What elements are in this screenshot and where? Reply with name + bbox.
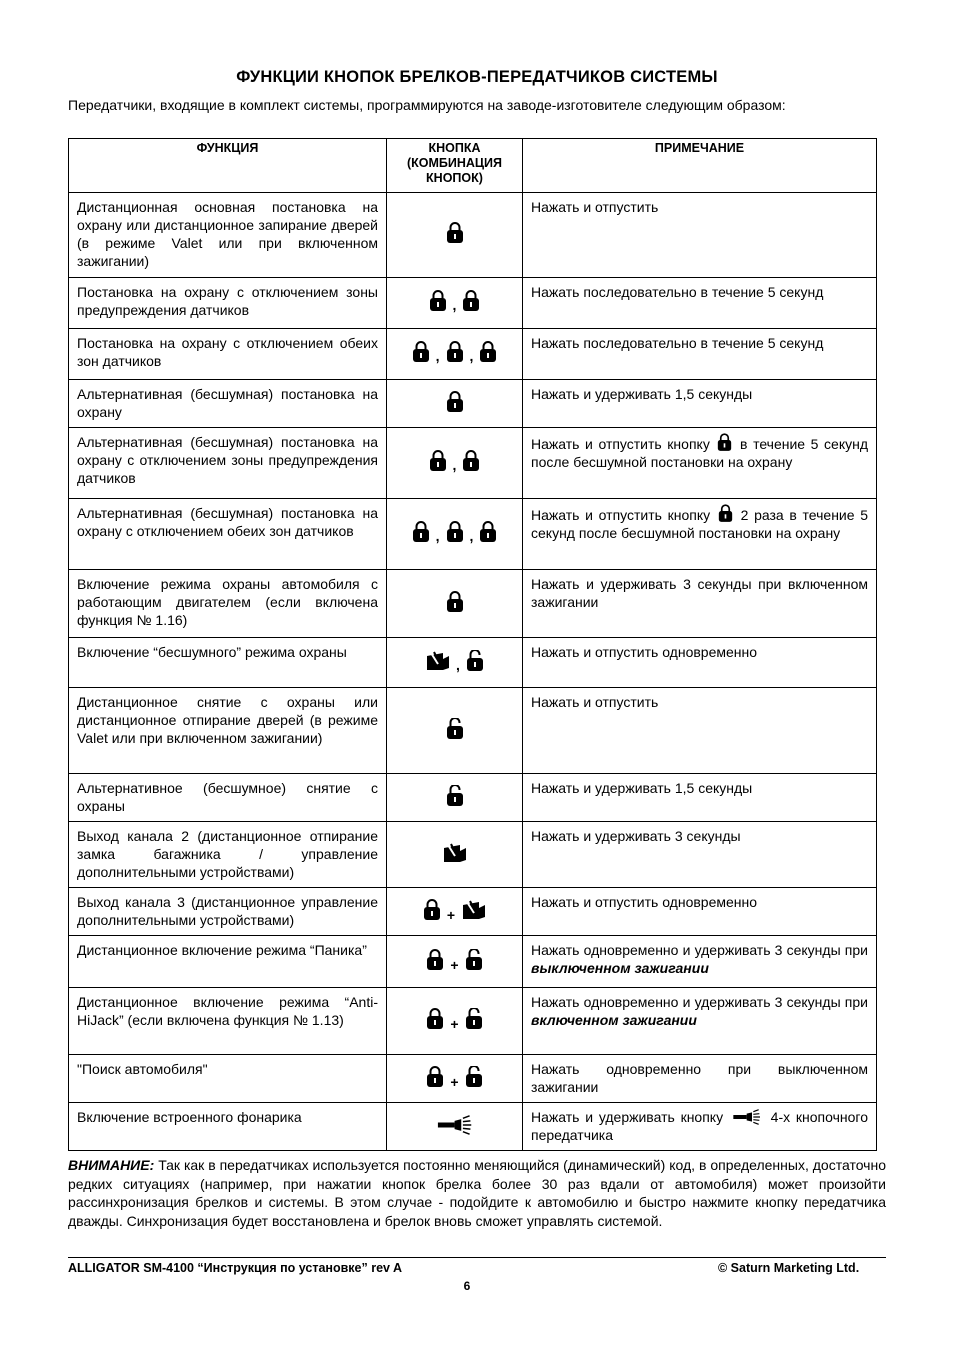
note-cell: Нажать и отпустить одновременно — [523, 888, 877, 936]
table-header-row — [69, 139, 877, 193]
separator: + — [450, 1016, 459, 1032]
page-number: 6 — [463, 1279, 471, 1293]
note-text: Нажать и отпустить кнопку — [531, 507, 711, 523]
function-cell: Выход канала 3 (дистанционное управление дополнительными устройствами) — [69, 888, 387, 936]
button-cell — [387, 774, 523, 822]
function-cell: Альтернативная (бесшумная) постановка на охрану с отключением зоны предупреждения датчиков — [69, 428, 387, 499]
lock-icon — [446, 391, 464, 413]
note-text: Нажать и удерживать кнопку — [531, 1109, 724, 1125]
note-cell: Нажать и удерживать 1,5 секунды — [523, 380, 877, 428]
lock-icon — [446, 521, 464, 543]
separator: , — [456, 656, 460, 673]
separator: , — [452, 457, 457, 473]
function-cell: Включение режима охраны автомобиля с работающим двигателем (если включена функция № 1.16) — [69, 570, 387, 638]
button-cell — [387, 499, 523, 570]
unlock-icon — [466, 650, 484, 672]
table-row — [69, 570, 877, 638]
table-row — [69, 638, 877, 688]
button-cell — [387, 193, 523, 278]
note-cell: Нажать последовательно в течение 5 секунд — [523, 278, 877, 329]
function-cell: Включение встроенного фонарика — [69, 1103, 387, 1151]
button-cell — [387, 822, 523, 888]
warning-paragraph — [68, 1156, 886, 1230]
unlock-icon — [446, 785, 464, 807]
lock-icon — [718, 504, 733, 523]
note-cell: Нажать одновременно при выключенном зажигании — [523, 1055, 877, 1103]
separator: , — [469, 528, 474, 544]
table-row — [69, 888, 877, 936]
note-cell — [523, 936, 877, 988]
button-cell — [387, 278, 523, 329]
lock-icon — [462, 290, 480, 312]
function-cell: Дистанционное снятие с охраны или дистанционное отпирание дверей (в режиме Valet или при включенном зажигании) — [69, 688, 387, 774]
table-row — [69, 936, 877, 988]
note-text: Нажать одновременно и удерживать 3 секунды при — [531, 942, 868, 958]
table-row — [69, 428, 877, 499]
lock-icon — [717, 433, 732, 452]
table-row — [69, 380, 877, 428]
button-cell — [387, 638, 523, 688]
button-cell — [387, 888, 523, 936]
function-cell: Включение “бесшумного” режима охраны — [69, 638, 387, 688]
function-cell: Альтернативная (бесшумная) постановка на охрану с отключением обеих зон датчиков — [69, 499, 387, 570]
header-note: ПРИМЕЧАНИЕ — [523, 139, 877, 193]
table-row — [69, 1103, 877, 1151]
note-emphasis: включенном зажигании — [531, 1012, 697, 1028]
button-functions-table — [68, 138, 877, 1151]
note-cell: Нажать последовательно в течение 5 секунд — [523, 329, 877, 380]
button-cell — [387, 988, 523, 1055]
lock-icon — [479, 521, 497, 543]
function-cell: Альтернативное (бесшумное) снятие с охраны — [69, 774, 387, 822]
button-cell — [387, 428, 523, 499]
lock-icon — [429, 290, 447, 312]
page-title: ФУНКЦИИ КНОПОК БРЕЛКОВ-ПЕРЕДАТЧИКОВ СИСТЕМЫ — [236, 68, 718, 86]
lock-icon — [412, 521, 430, 543]
function-cell: Постановка на охрану с отключением обеих зон датчиков — [69, 329, 387, 380]
footer-copyright: © Saturn Marketing Ltd. — [718, 1261, 860, 1275]
lock-icon — [426, 1008, 444, 1030]
function-cell: Дистанционная основная постановка на охрану или дистанционное запирание дверей (в режиме Valet или при включенном зажигании) — [69, 193, 387, 278]
button-cell — [387, 936, 523, 988]
header-function: ФУНКЦИЯ — [69, 139, 387, 193]
button-cell — [387, 570, 523, 638]
unlock-icon — [465, 1008, 483, 1030]
unlock-icon — [446, 718, 464, 740]
note-cell: Нажать и удерживать 1,5 секунды — [523, 774, 877, 822]
function-cell: Дистанционное включение режима “Паника” — [69, 936, 387, 988]
table-row — [69, 193, 877, 278]
table-row — [69, 988, 877, 1055]
separator: + — [450, 956, 459, 973]
trunk-icon — [442, 842, 467, 864]
lock-icon — [462, 450, 480, 472]
lock-icon — [446, 222, 464, 244]
lock-icon — [426, 1066, 444, 1088]
lock-icon — [412, 341, 430, 363]
button-cell — [387, 329, 523, 380]
lock-icon — [446, 591, 464, 613]
unlock-icon — [465, 949, 483, 971]
function-cell: Альтернативная (бесшумная) постановка на охрану — [69, 380, 387, 428]
button-cell — [387, 688, 523, 774]
lock-icon — [479, 341, 497, 363]
function-cell: "Поиск автомобиля" — [69, 1055, 387, 1103]
warning-text: Так как в передатчиках используется постоянно меняющийся (динамический) код, в определенных, достаточно редких ситуациях (например, при нажатии кнопок брелка более 30 раз вдали от автомобиля) может произойти рассинхронизация брелков и системы. В этом случае - подойдите к автомобилю и быстро нажмите кнопку передатчика дважды. Синхронизация будет восстановлена и брелок вновь сможет управлять системой. — [68, 1157, 886, 1229]
table-row — [69, 822, 877, 888]
intro-paragraph: Передатчики, входящие в комплект системы, программируются на заводе-изготовителе следующим образом: — [68, 97, 786, 113]
lock-icon — [429, 450, 447, 472]
note-cell: Нажать и отпустить — [523, 193, 877, 278]
separator: + — [446, 906, 456, 923]
note-text: Нажать и отпустить кнопку — [531, 436, 710, 452]
flashlight-icon — [435, 1115, 475, 1135]
function-cell: Дистанционное включение режима “Anti-HiJack” (если включена функция № 1.13) — [69, 988, 387, 1055]
note-cell: Нажать и отпустить одновременно — [523, 638, 877, 688]
note-cell — [523, 1103, 877, 1151]
table-row — [69, 688, 877, 774]
flashlight-icon — [731, 1109, 763, 1125]
trunk-icon — [425, 650, 450, 672]
note-cell — [523, 988, 877, 1055]
button-cell — [387, 1055, 523, 1103]
table-row — [69, 278, 877, 329]
note-text-after: 2 раза в течение 5 секунд после бесшумной постановки на охрану — [531, 507, 869, 541]
table-row — [69, 329, 877, 380]
separator: , — [452, 297, 457, 313]
header-button: КНОПКА (КОМБИНАЦИЯ КНОПОК) — [387, 139, 523, 193]
note-cell: Нажать и отпустить — [523, 688, 877, 774]
lock-icon — [446, 341, 464, 363]
note-emphasis: выключенном зажигании — [531, 960, 709, 976]
note-text-after: 4-х кнопочного передатчика — [531, 1109, 869, 1143]
footer-divider — [68, 1257, 886, 1258]
function-cell: Выход канала 2 (дистанционное отпирание замка багажника / управление дополнительными устройствами) — [69, 822, 387, 888]
separator: , — [435, 348, 440, 364]
table-row — [69, 1055, 877, 1103]
separator: + — [450, 1073, 459, 1090]
note-text: Нажать одновременно и удерживать 3 секунды при — [531, 994, 868, 1010]
table-row — [69, 499, 877, 570]
footer-doc-title: ALLIGATOR SM-4100 “Инструкция по установке” rev A — [68, 1261, 403, 1275]
note-cell: Нажать и удерживать 3 секунды при включенном зажигании — [523, 570, 877, 638]
unlock-icon — [465, 1066, 483, 1088]
warning-label: ВНИМАНИЕ: — [68, 1157, 155, 1173]
button-cell — [387, 1103, 523, 1151]
table-row — [69, 774, 877, 822]
lock-icon — [426, 949, 444, 971]
separator: , — [435, 528, 440, 544]
function-cell: Постановка на охрану с отключением зоны предупреждения датчиков — [69, 278, 387, 329]
note-cell: Нажать и удерживать 3 секунды — [523, 822, 877, 888]
note-text-after: в течение 5 секунд после бесшумной постановки на охрану — [531, 436, 869, 470]
separator: , — [469, 348, 474, 364]
note-cell — [523, 428, 877, 499]
lock-icon — [423, 899, 441, 921]
note-cell — [523, 499, 877, 570]
trunk-icon — [461, 899, 486, 921]
button-cell — [387, 380, 523, 428]
